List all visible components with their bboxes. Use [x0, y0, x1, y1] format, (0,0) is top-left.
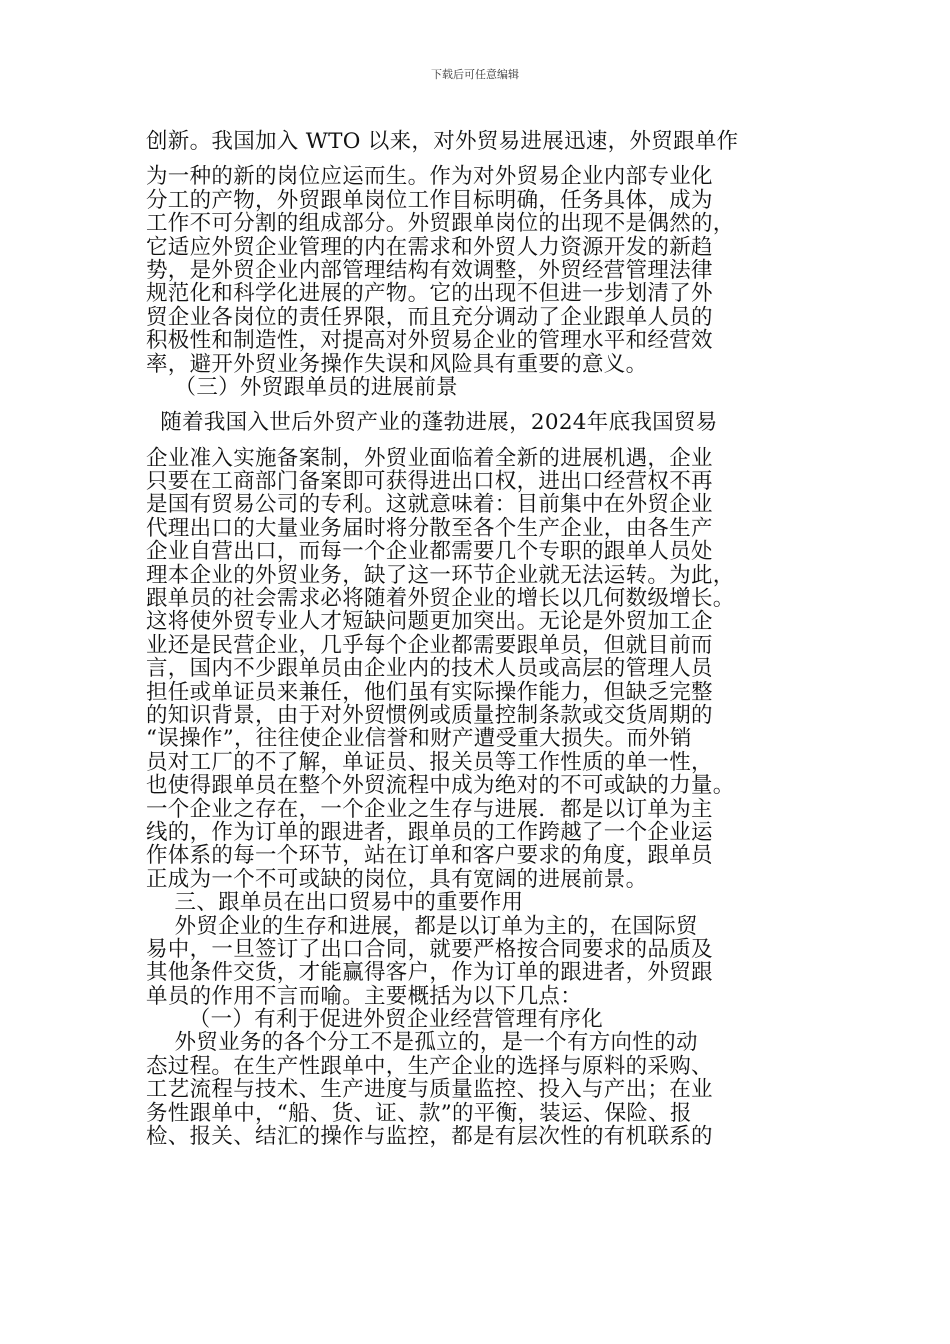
text-line: 态过程。在生产性跟单中，生产企业的选择与原料的采购、 [146, 1053, 713, 1079]
text-line: 积极性和制造性，对提高对外贸易企业的管理水平和经营效 [146, 328, 713, 354]
text-line: 理本企业的外贸业务，缺了这一环节企业就无法运转。为此， [146, 562, 735, 588]
page-header: 下载后可任意编辑 [431, 68, 519, 81]
text-line: 势，是外贸企业内部管理结构有效调整，外贸经营管理法律 [146, 257, 713, 283]
text-line: 只要在工商部门备案即可获得进出口权，进出口经营权不再 [146, 469, 713, 495]
body-text [146, 130, 810, 1148]
text-line: 外贸业务的各个分工不是孤立的，是一个有方向性的动 [146, 1030, 698, 1056]
text-line: 企业准入实施备案制，外贸业面临着全新的进展机遇，企业 [146, 445, 713, 471]
text-line: 作体系的每一个环节，站在订单和客户要求的角度，跟单员 [146, 843, 713, 869]
text-line: 为一种的新的岗位应运而生。作为对外贸易企业内部专业化 [146, 164, 713, 190]
subsection-heading: （一）有利于促进外贸企业经营管理有序化 [146, 1007, 604, 1033]
text-line: 易中，一旦签订了出口合同，就要严格按合同要求的品质及 [146, 936, 713, 962]
text-line: “误操作”，往往使企业信誉和财产遭受重大损失。而外销 [146, 726, 692, 752]
text-line: 其他条件交货，才能赢得客户，作为订单的跟进者，外贸跟 [146, 960, 713, 986]
text-line: 它适应外贸企业管理的内在需求和外贸人力资源开发的新趋 [146, 234, 713, 260]
text-line: 是国有贸易公司的专利。这就意味着：目前集中在外贸企业 [146, 492, 713, 518]
text-line: 业还是民营企业，几乎每个企业都需要跟单员，但就目前而 [146, 632, 713, 658]
text-line: 单员的作用不言而喻。主要概括为以下几点： [146, 983, 583, 1009]
text-line: 担任或单证员来兼任，他们虽有实际操作能力，但缺乏完整 [146, 679, 713, 705]
text-line: 务性跟单中，“船、货、证、款”的平衡，装运、保险、报 [146, 1100, 692, 1126]
text-line: 这将使外贸专业人才短缺问题更加突出。无论是外贸加工企 [146, 609, 713, 635]
text-line: 代理出口的大量业务届时将分散至各个生产企业，由各生产 [146, 515, 713, 541]
text-line: 的知识背景，由于对外贸惯例或质量控制条款或交货周期的 [146, 702, 713, 728]
text-line: 率，避开外贸业务操作失误和风险具有重要的意义。 [146, 351, 648, 377]
text-line: 随着我国入世后外贸产业的蓬勃进展，2024年底我国贸易 [146, 410, 718, 436]
text-line: 检、报关、结汇的操作与监控，都是有层次性的有机联系的 [146, 1124, 713, 1150]
text-line: 工作不可分割的组成部分。外贸跟单岗位的出现不是偶然的， [146, 211, 735, 237]
text-line: 工艺流程与技术、生产进度与质量监控、投入与产出；在业 [146, 1077, 713, 1103]
text-line: 分工的产物，外贸跟单岗位工作目标明确，任务具体，成为 [146, 187, 713, 213]
text-line: 正成为一个不可或缺的岗位，具有宽阔的进展前景。 [146, 866, 648, 892]
text-line: 线的，作为订单的跟进者，跟单员的工作跨越了一个企业运 [146, 819, 713, 845]
text-line: 企业自营出口，而每一个企业都需要几个专职的跟单人员处 [146, 539, 713, 565]
text-line: 规范化和科学化进展的产物。它的出现不但进一步划清了外 [146, 281, 713, 307]
section-heading: （三）外贸跟单员的进展前景 [146, 374, 458, 400]
text-line: 一个企业之存在，一个企业之生存与进展．都是以订单为主 [146, 796, 713, 822]
text-line: 言，国内不少跟单员由企业内的技术人员或高层的管理人员 [146, 656, 713, 682]
text-line: 跟单员的社会需求必将随着外贸企业的增长以几何数级增长。 [146, 586, 735, 612]
text-line: 创新。我国加入 WTO 以来，对外贸易进展迅速，外贸跟单作 [146, 129, 739, 154]
section-heading: 三、跟单员在出口贸易中的重要作用 [146, 890, 524, 916]
text-line: 员对工厂的不了解，单证员、报关员等工作性质的单一性， [146, 749, 713, 775]
text-line: 贸企业各岗位的责任界限，而且充分调动了企业跟单人员的 [146, 304, 713, 330]
text-line: 也使得跟单员在整个外贸流程中成为绝对的不可或缺的力量。 [146, 773, 735, 799]
text-line: 外贸企业的生存和进展，都是以订单为主的，在国际贸 [146, 913, 698, 939]
